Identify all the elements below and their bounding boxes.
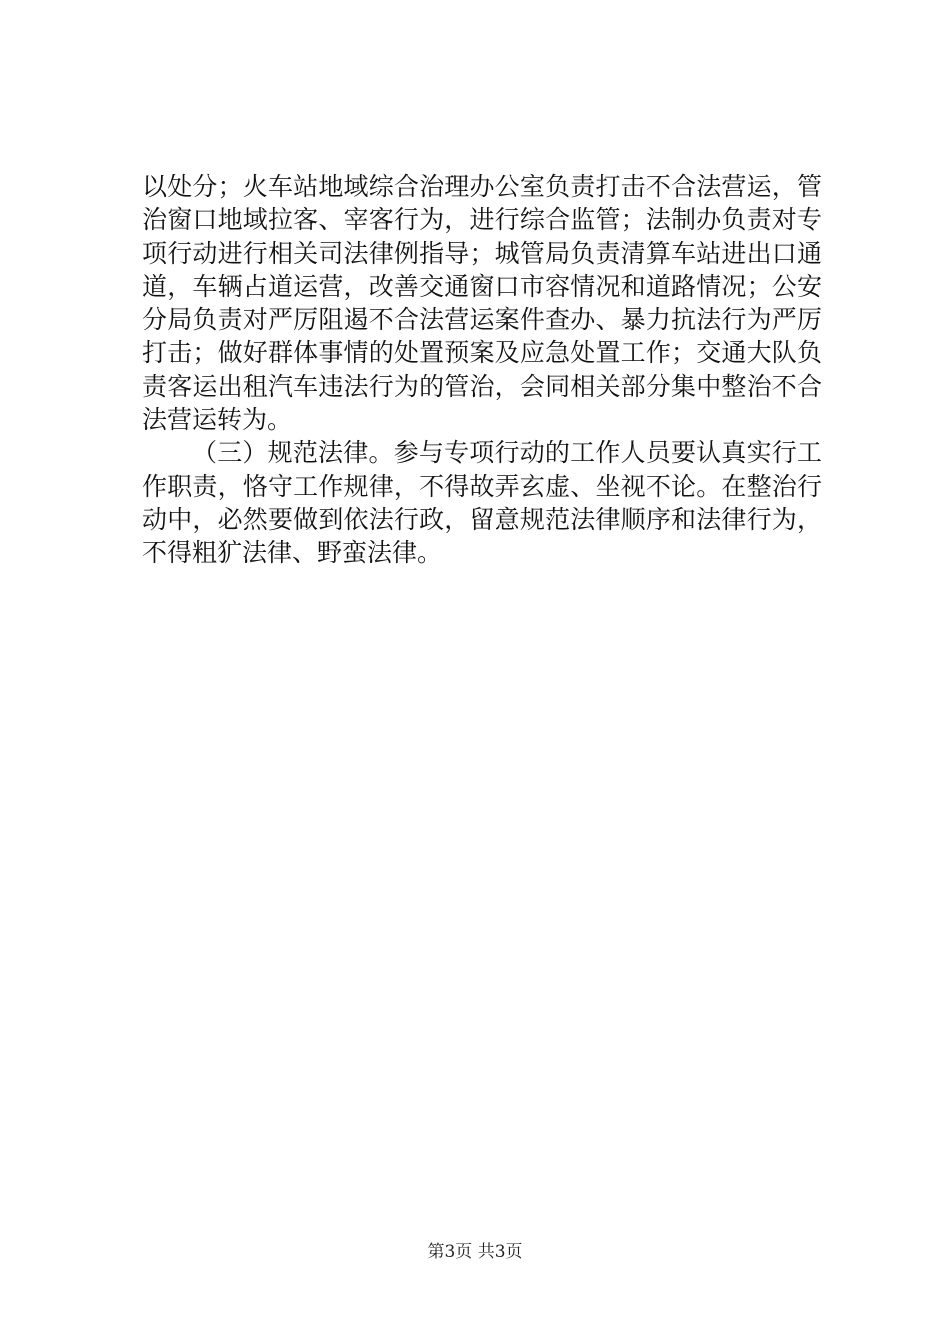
text-line: 分局负责对严厉阻遏不合法营运案件查办、暴力抗法行为严厉 xyxy=(142,305,822,335)
document-body xyxy=(142,170,822,570)
text-line: 法营运转为。 xyxy=(142,405,293,435)
text-line: 责客运出租汽车违法行为的管治，会同相关部分集中整治不合 xyxy=(142,371,822,401)
text-line: 动中，必然要做到依法行政，留意规范法律顺序和法律行为， xyxy=(142,504,822,534)
text-line: （三）规范法律。参与专项行动的工作人员要认真实行工 xyxy=(192,438,822,468)
text-line: 道，车辆占道运营，改善交通窗口市容情况和道路情况；公安 xyxy=(142,271,822,301)
text-line: 作职责，恪守工作规律，不得故弄玄虚、坐视不论。在整治行 xyxy=(142,471,822,501)
text-line: 治窗口地域拉客、宰客行为，进行综合监管；法制办负责对专 xyxy=(142,205,822,235)
text-line: 项行动进行相关司法律例指导；城管局负责清算车站进出口通 xyxy=(142,238,822,268)
page-number-footer: 第3页 共3页 xyxy=(427,1242,523,1262)
paragraph-responsibilities xyxy=(142,170,822,436)
text-line: 打击；做好群体事情的处置预案及应急处置工作；交通大队负 xyxy=(142,338,822,368)
paragraph-standardize-law xyxy=(142,436,822,569)
text-line: 不得粗犷法律、野蛮法律。 xyxy=(142,538,443,568)
text-line: 以处分；火车站地域综合治理办公室负责打击不合法营运，管 xyxy=(142,172,822,201)
